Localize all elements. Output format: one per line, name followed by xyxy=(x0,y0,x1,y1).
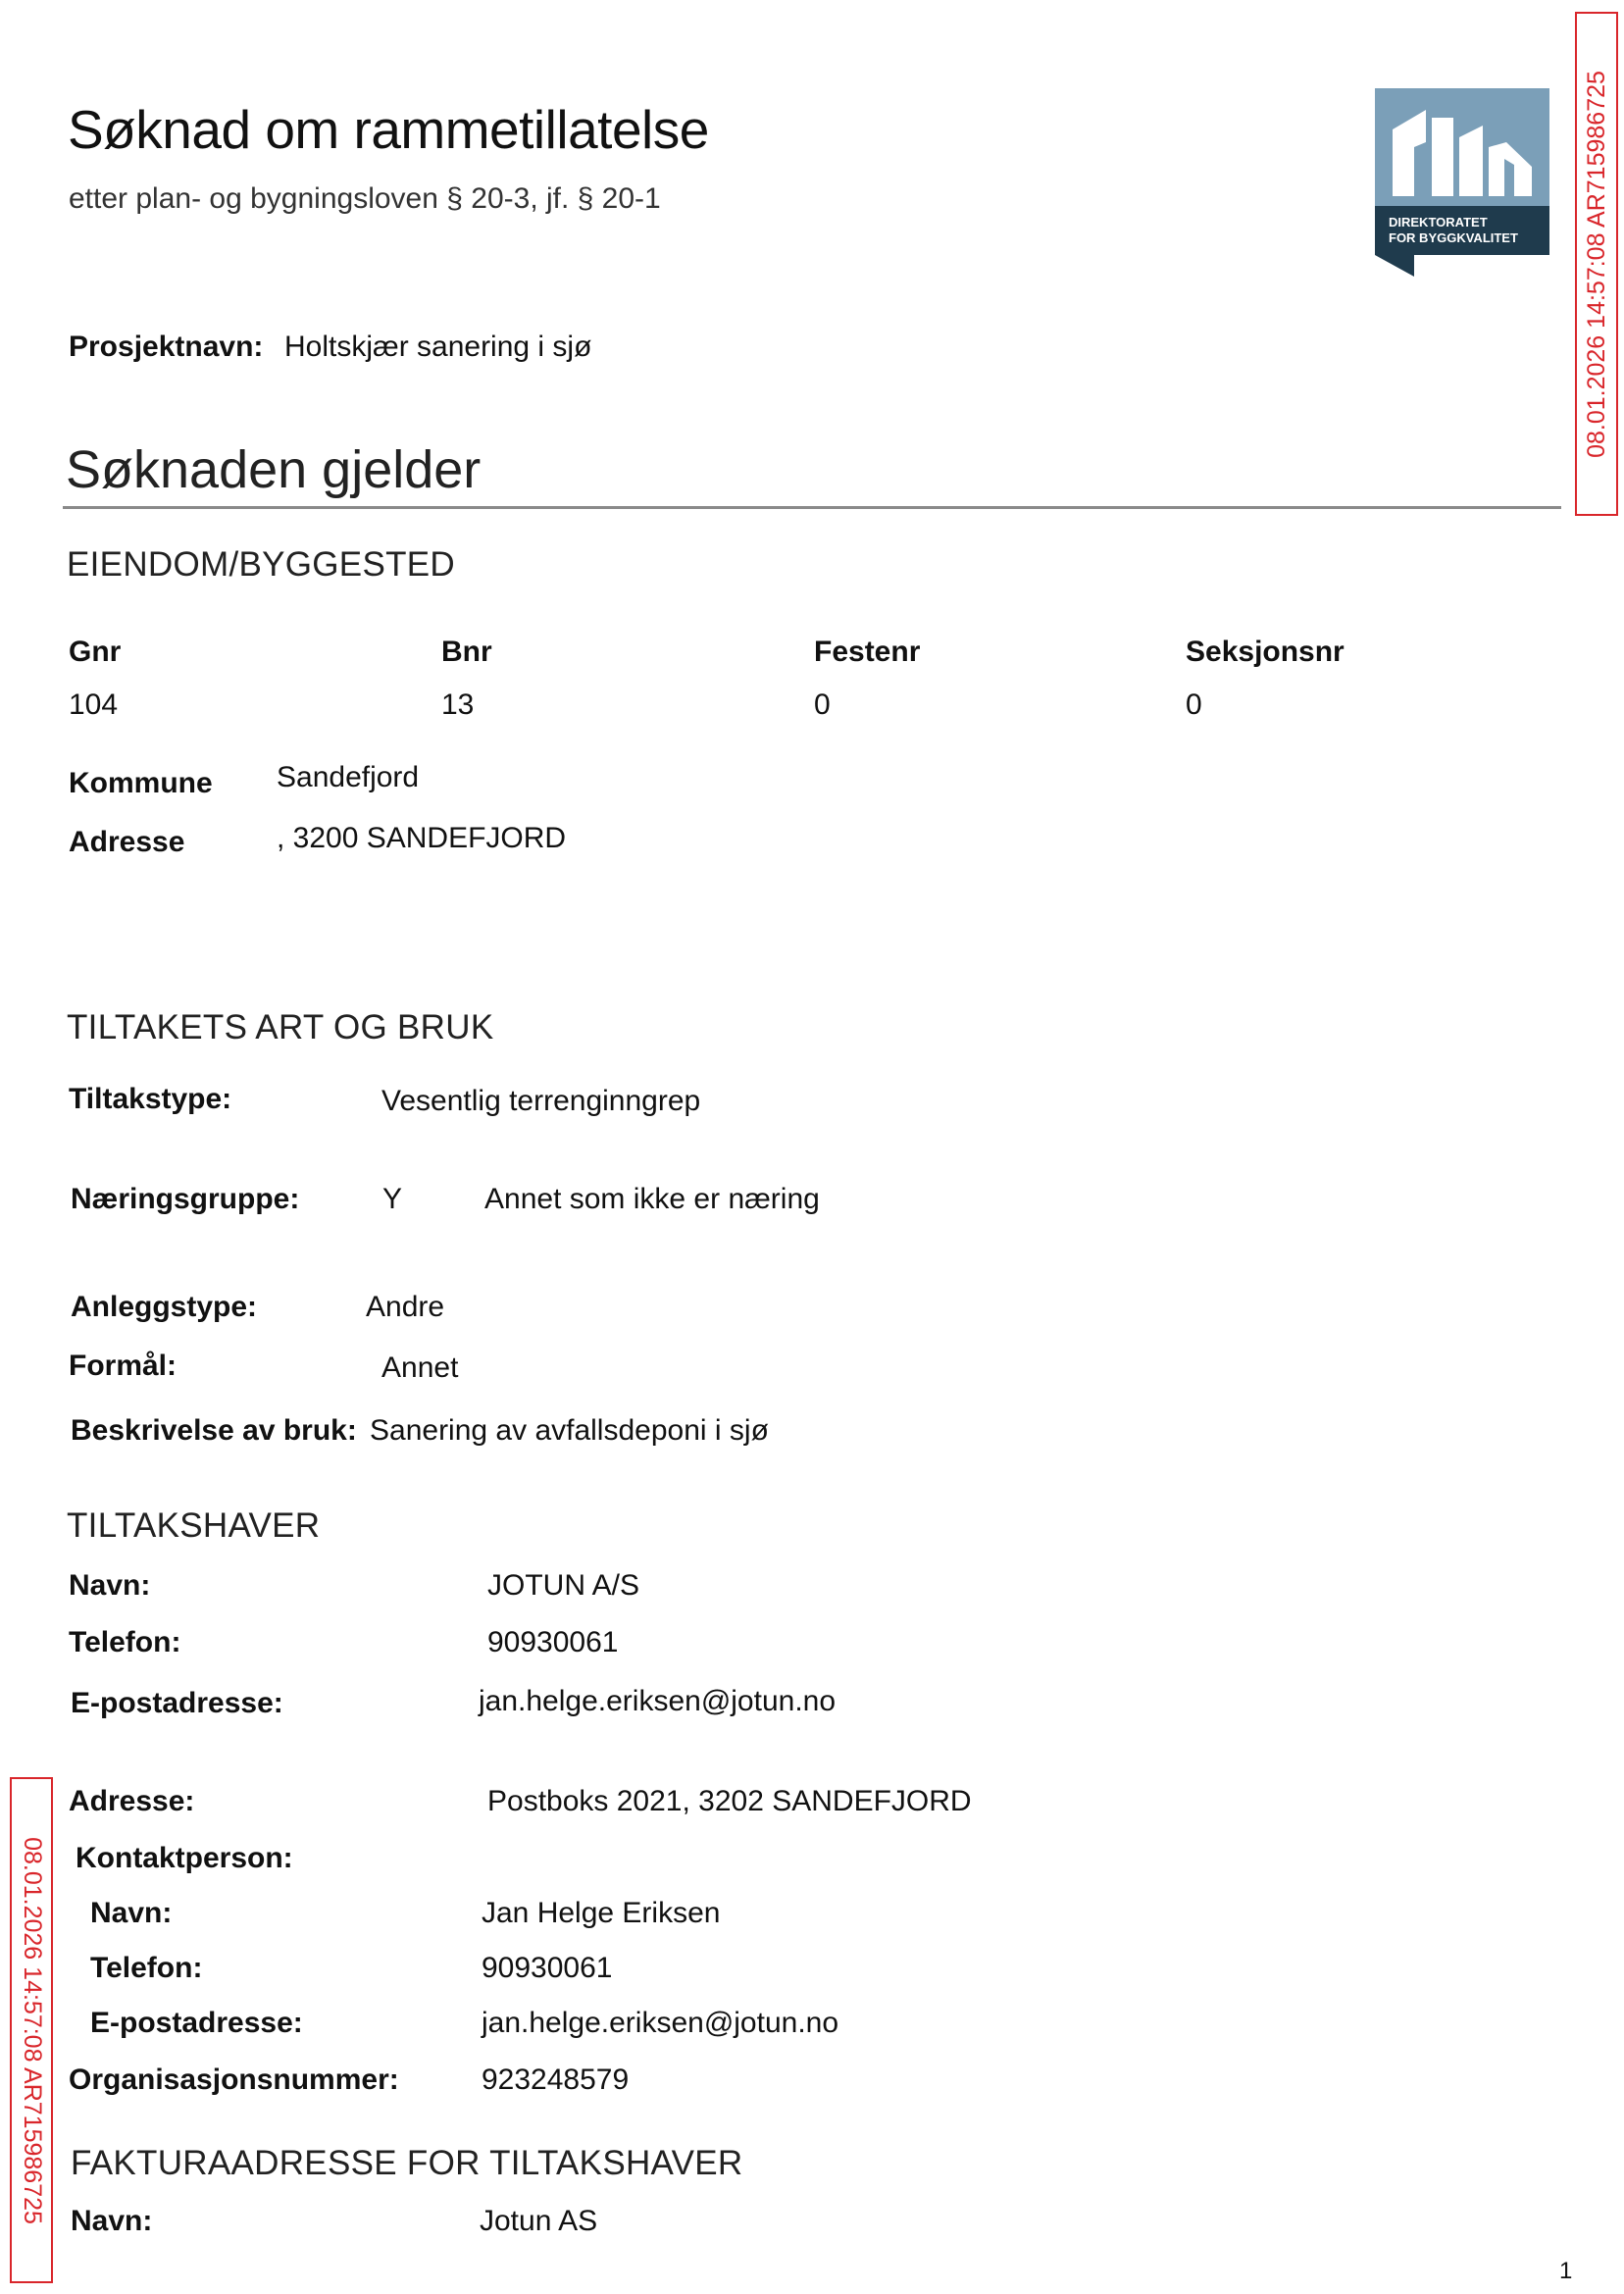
dibk-logo xyxy=(1375,88,1549,277)
anleggstype-label: Anleggstype: xyxy=(71,1291,258,1323)
beskrivelse-value: Sanering av avfallsdeponi i sjø xyxy=(370,1414,769,1447)
tiltakstype-label: Tiltakstype: xyxy=(69,1083,232,1115)
formal-label: Formål: xyxy=(69,1350,178,1382)
orgnr-label: Organisasjonsnummer: xyxy=(69,2064,399,2096)
kommune-label: Kommune xyxy=(69,767,213,799)
faktura-navn-value: Jotun AS xyxy=(480,2205,598,2237)
seksjonsnr-value: 0 xyxy=(1186,688,1202,721)
bnr-label: Bnr xyxy=(441,636,492,668)
seksjonsnr-label: Seksjonsnr xyxy=(1186,636,1345,668)
stamp-text-left: 08.01.2026 14:57:08 AR715986725 xyxy=(18,1836,46,2224)
kontakt-telefon-value: 90930061 xyxy=(482,1952,613,1984)
tiltakshaver-heading: TILTAKSHAVER xyxy=(67,1506,321,1545)
document-stamp-left xyxy=(10,1777,53,2283)
section-divider xyxy=(63,506,1561,509)
kommune-value: Sandefjord xyxy=(277,761,420,793)
logo-text-1: DIREKTORATET xyxy=(1389,215,1488,229)
logo-text-2: FOR BYGGKVALITET xyxy=(1389,230,1518,245)
anleggstype-value: Andre xyxy=(366,1291,445,1323)
section-title: Søknaden gjelder xyxy=(66,440,482,499)
orgnr-value: 923248579 xyxy=(482,2064,630,2096)
kontakt-epost-value: jan.helge.eriksen@jotun.no xyxy=(482,2007,839,2039)
adresse-label: Adresse xyxy=(69,826,185,858)
gnr-label: Gnr xyxy=(69,636,122,668)
tiltakshaver-adresse-label: Adresse: xyxy=(69,1785,195,1817)
naeringsgruppe-value: Annet som ikke er næring xyxy=(484,1183,820,1215)
project-value: Holtskjær sanering i sjø xyxy=(284,331,592,363)
tiltakshaver-navn-value: JOTUN A/S xyxy=(487,1569,640,1602)
tiltakshaver-adresse-value: Postboks 2021, 3202 SANDEFJORD xyxy=(487,1785,972,1817)
tiltak-heading: TILTAKETS ART OG BRUK xyxy=(67,1008,494,1046)
formal-value: Annet xyxy=(381,1351,459,1384)
festenr-value: 0 xyxy=(814,688,831,721)
project-label: Prosjektnavn: xyxy=(69,331,264,363)
bnr-value: 13 xyxy=(441,688,475,721)
tiltakshaver-telefon-value: 90930061 xyxy=(487,1626,619,1658)
faktura-heading: FAKTURAADRESSE FOR TILTAKSHAVER xyxy=(71,2144,743,2182)
page-number: 1 xyxy=(1559,2258,1573,2284)
tiltakshaver-navn-label: Navn: xyxy=(69,1569,151,1602)
document-stamp-right xyxy=(1575,12,1618,516)
kontakt-navn-label: Navn: xyxy=(90,1897,173,1929)
naeringsgruppe-label: Næringsgruppe: xyxy=(71,1183,300,1215)
page-title: Søknad om rammetillatelse xyxy=(68,99,709,160)
naeringsgruppe-code: Y xyxy=(382,1183,403,1215)
tiltakshaver-epost-value: jan.helge.eriksen@jotun.no xyxy=(479,1685,837,1717)
beskrivelse-label: Beskrivelse av bruk: xyxy=(71,1414,357,1447)
kontaktperson-label: Kontaktperson: xyxy=(76,1842,293,1874)
kontakt-navn-value: Jan Helge Eriksen xyxy=(482,1897,721,1929)
tiltakstype-value: Vesentlig terrenginngrep xyxy=(381,1085,701,1117)
stamp-text: 08.01.2026 14:57:08 AR715986725 xyxy=(1582,70,1610,458)
gnr-value: 104 xyxy=(69,688,119,721)
adresse-value: , 3200 SANDEFJORD xyxy=(277,822,567,854)
eiendom-heading: EIENDOM/BYGGESTED xyxy=(67,545,455,584)
page-subtitle: etter plan- og bygningsloven § 20-3, jf. § 20-1 xyxy=(69,182,661,215)
festenr-label: Festenr xyxy=(814,636,921,668)
tiltakshaver-telefon-label: Telefon: xyxy=(69,1626,181,1658)
kontakt-epost-label: E-postadresse: xyxy=(90,2007,303,2039)
faktura-navn-label: Navn: xyxy=(71,2205,153,2237)
kontakt-telefon-label: Telefon: xyxy=(90,1952,203,1984)
tiltakshaver-epost-label: E-postadresse: xyxy=(71,1687,283,1719)
